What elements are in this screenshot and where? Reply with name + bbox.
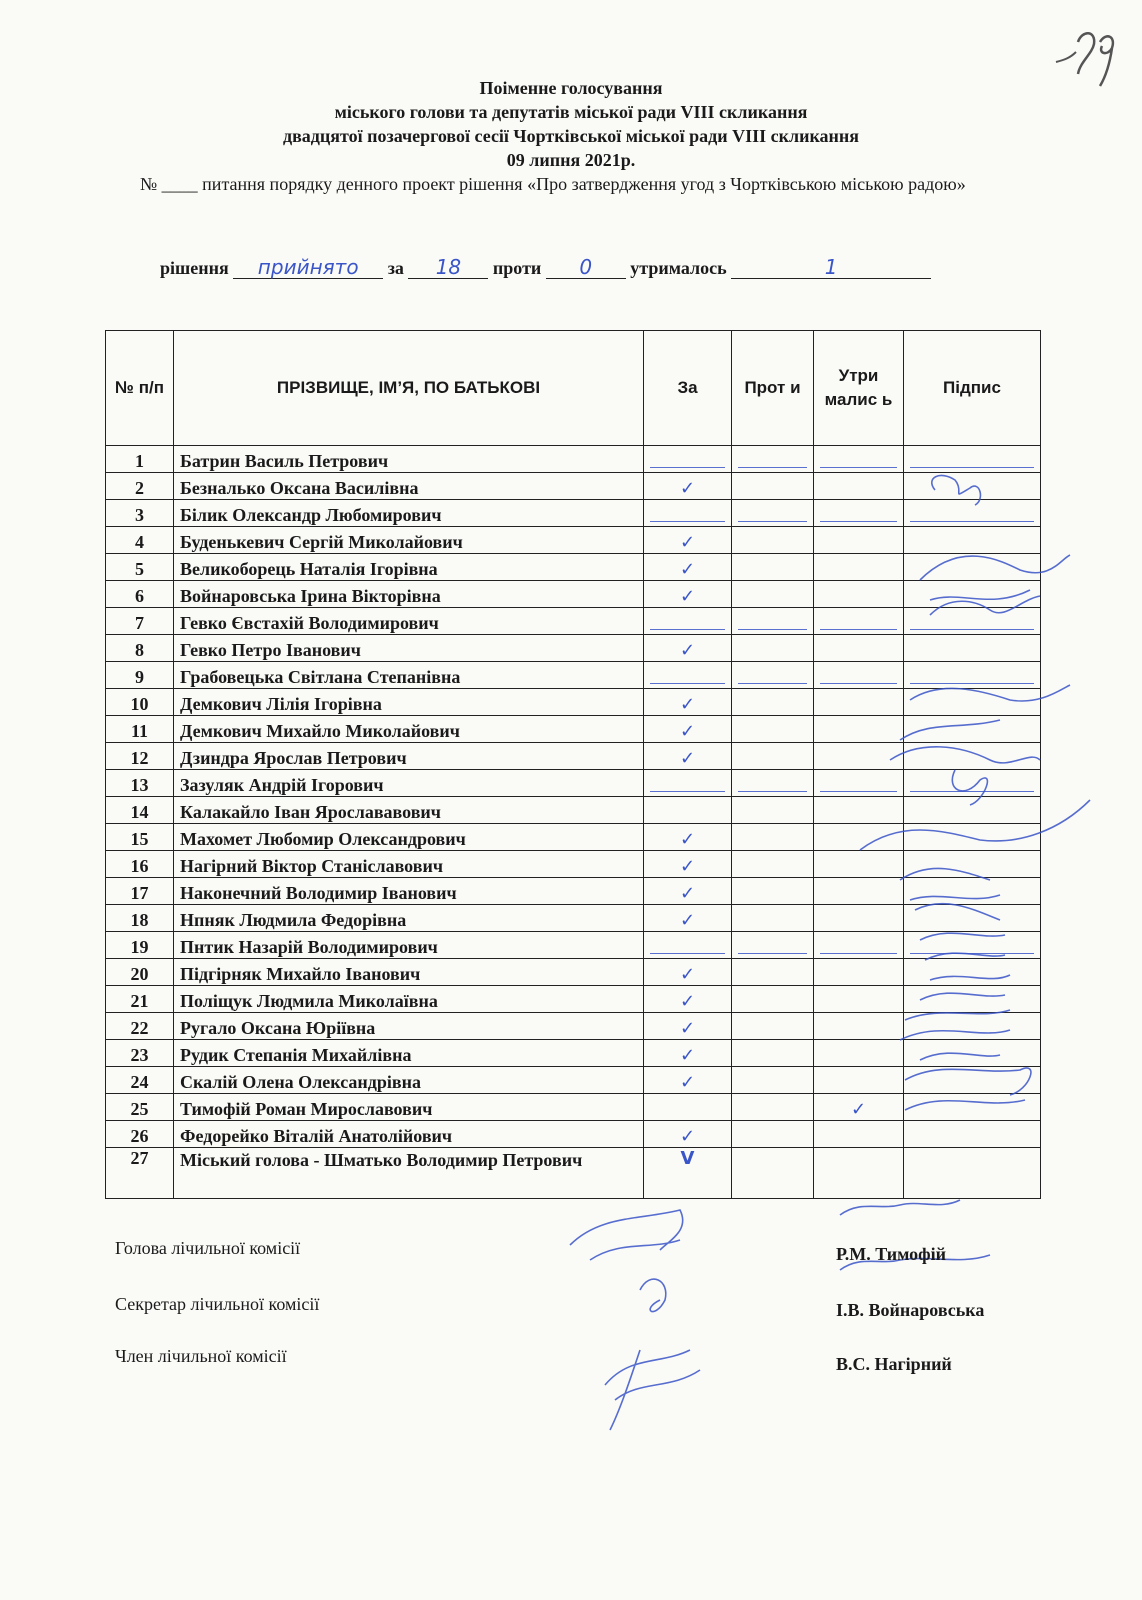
row-full-name: Підгірняк Михайло Іванович [174,959,644,986]
title-line-1: Поіменне голосування [479,78,663,98]
row-full-name: Безналько Оксана Василівна [174,473,644,500]
row-number: 25 [106,1094,174,1121]
header-for: За [644,331,732,446]
row-signature [904,716,1041,743]
strike-line [738,467,807,469]
row-number: 16 [106,851,174,878]
secretary-name: І.В. Войнаровська [836,1300,985,1320]
row-full-name: Зазуляк Андрій Ігорович [174,770,644,797]
row-vote-abstain [814,878,904,905]
table-row [106,1067,1041,1094]
row-vote-abstain [814,1148,904,1199]
row-signature [904,824,1041,851]
row-vote-against [732,1067,814,1094]
row-number: 4 [106,527,174,554]
title-line-2: міського голови та депутатів міської ради VIII скликання [334,102,808,122]
member-name: В.С. Нагірний [836,1354,952,1374]
row-number: 22 [106,1013,174,1040]
row-vote-abstain [814,1040,904,1067]
row-full-name: Федорейко Віталій Анатолійович [174,1121,644,1148]
row-full-name: Міський голова - Шматько Володимир Петрович [174,1148,644,1199]
row-signature [904,662,1041,689]
row-vote-against [732,797,814,824]
for-value: 18 [408,256,488,279]
row-vote-for [644,446,732,473]
row-number: 20 [106,959,174,986]
row-number: 21 [106,986,174,1013]
row-vote-for: ✓ [644,1121,732,1148]
row-vote-against [732,716,814,743]
row-vote-abstain [814,446,904,473]
row-vote-abstain [814,635,904,662]
row-vote-for: ✓ [644,878,732,905]
row-number: 13 [106,770,174,797]
row-number: 7 [106,608,174,635]
table-row [106,527,1041,554]
row-full-name: Ругало Оксана Юріївна [174,1013,644,1040]
strike-line [820,791,897,793]
row-vote-against [732,905,814,932]
row-signature [904,878,1041,905]
table-row [106,608,1041,635]
row-vote-abstain [814,554,904,581]
row-signature [904,608,1041,635]
row-vote-for [644,932,732,959]
row-signature [904,689,1041,716]
row-signature [904,446,1041,473]
table-row [106,635,1041,662]
row-vote-against [732,554,814,581]
row-number: 26 [106,1121,174,1148]
row-vote-abstain [814,716,904,743]
table-row [106,716,1041,743]
row-vote-abstain [814,770,904,797]
row-vote-against [732,581,814,608]
row-signature [904,1094,1041,1121]
row-vote-against [732,500,814,527]
table-row [106,932,1041,959]
row-signature [904,1121,1041,1148]
header-full-name: ПРІЗВИЩЕ, ІМ’Я, ПО БАТЬКОВІ [174,331,644,446]
row-full-name: Гевко Петро Іванович [174,635,644,662]
row-full-name: Скалій Олена Олександрівна [174,1067,644,1094]
row-full-name: Грабовецька Світлана Степанівна [174,662,644,689]
header-abstain: Утри малис ь [814,331,904,446]
row-vote-for: ✓ [644,554,732,581]
row-vote-for: ✓ [644,851,732,878]
row-vote-for: ✓ [644,743,732,770]
table-row [106,1148,1041,1199]
table-row [106,797,1041,824]
row-vote-for: ✓ [644,1040,732,1067]
strike-line [650,467,725,469]
title-date: 09 липня 2021р. [506,150,636,170]
row-vote-for: ✓ [644,824,732,851]
row-vote-for [644,662,732,689]
row-vote-against [732,1148,814,1199]
row-signature [904,770,1041,797]
row-signature [904,743,1041,770]
row-vote-against [732,662,814,689]
row-signature [904,932,1041,959]
row-full-name: Махомет Любомир Олександрович [174,824,644,851]
row-vote-against [732,446,814,473]
strike-line [910,791,1034,793]
row-full-name: Батрин Василь Петрович [174,446,644,473]
row-vote-abstain [814,743,904,770]
row-full-name: Великоборець Наталія Ігорівна [174,554,644,581]
row-signature [904,797,1041,824]
row-full-name: Нпняк Людмила Федорівна [174,905,644,932]
row-vote-for [644,797,732,824]
row-number: 18 [106,905,174,932]
row-vote-for [644,608,732,635]
row-signature [904,959,1041,986]
row-vote-abstain [814,500,904,527]
row-signature [904,1040,1041,1067]
strike-line [820,629,897,631]
row-number: 11 [106,716,174,743]
decision-value: прийнято [233,256,383,279]
table-row [106,824,1041,851]
row-full-name: Поліщук Людмила Миколаївна [174,986,644,1013]
row-full-name: Дзиндра Ярослав Петрович [174,743,644,770]
row-full-name: Буденькевич Сергій Миколайович [174,527,644,554]
row-signature [904,581,1041,608]
header-against: Прот и [732,331,814,446]
row-number: 27 [106,1148,174,1199]
table-row [106,743,1041,770]
row-number: 3 [106,500,174,527]
against-value: 0 [546,256,626,279]
row-vote-abstain [814,527,904,554]
strike-line [738,791,807,793]
row-vote-for: ✓ [644,1067,732,1094]
strike-line [910,629,1034,631]
row-signature [904,1067,1041,1094]
strike-line [738,521,807,523]
row-number: 12 [106,743,174,770]
row-vote-abstain [814,1121,904,1148]
row-vote-for: ✓ [644,1013,732,1040]
row-full-name: Гевко Євстахій Володимирович [174,608,644,635]
strike-line [820,683,897,685]
table-row [106,662,1041,689]
row-signature [904,1013,1041,1040]
secretary-label: Секретар лічильної комісії [115,1294,320,1314]
row-full-name: Рудик Степанія Михайлівна [174,1040,644,1067]
strike-line [820,521,897,523]
header-signature: Підпис [904,331,1041,446]
row-vote-against [732,743,814,770]
strike-line [738,953,807,955]
row-vote-for: ✓ [644,986,732,1013]
row-signature [904,905,1041,932]
row-number: 5 [106,554,174,581]
member-label: Член лічильної комісії [115,1346,287,1366]
row-vote-for: ✓ [644,716,732,743]
table-row [106,500,1041,527]
row-full-name: Наконечний Володимир Іванович [174,878,644,905]
strike-line [650,629,725,631]
agenda-item-text: № ____ питання порядку денного проект рішення «Про затвердження угод з Чортківською міською радою» [140,174,966,194]
row-vote-for: ✓ [644,473,732,500]
strike-line [650,683,725,685]
row-vote-against [732,608,814,635]
row-vote-for: ✓ [644,959,732,986]
row-vote-abstain [814,905,904,932]
row-vote-abstain [814,662,904,689]
strike-line [650,953,725,955]
row-vote-against [732,986,814,1013]
strike-line [738,629,807,631]
row-signature [904,527,1041,554]
row-vote-against [732,635,814,662]
strike-line [820,467,897,469]
table-header-row [106,331,1041,446]
table-row [106,1013,1041,1040]
row-number: 1 [106,446,174,473]
row-vote-abstain [814,689,904,716]
table-row [106,1040,1041,1067]
row-vote-against [732,824,814,851]
row-vote-against [732,959,814,986]
row-vote-abstain [814,986,904,1013]
row-vote-for: ✓ [644,689,732,716]
row-signature [904,635,1041,662]
row-full-name: Демкович Михайло Миколайович [174,716,644,743]
row-vote-abstain [814,959,904,986]
row-number: 17 [106,878,174,905]
table-row [106,959,1041,986]
row-number: 10 [106,689,174,716]
row-vote-for [644,1094,732,1121]
chair-name: Р.М. Тимофій [836,1244,947,1264]
row-vote-against [732,770,814,797]
vote-table-body [106,446,1041,1199]
table-row [106,986,1041,1013]
strike-line [650,521,725,523]
strike-line [910,683,1034,685]
against-label: проти [492,258,542,278]
row-number: 19 [106,932,174,959]
row-signature [904,473,1041,500]
row-number: 2 [106,473,174,500]
row-number: 15 [106,824,174,851]
row-full-name: Войнаровська Ірина Вікторівна [174,581,644,608]
strike-line [910,521,1034,523]
row-vote-abstain [814,851,904,878]
row-signature [904,1148,1041,1199]
decision-line [160,256,1060,279]
row-number: 8 [106,635,174,662]
table-row [106,851,1041,878]
row-vote-against [732,1013,814,1040]
header-number: № п/п [106,331,174,446]
table-row [106,689,1041,716]
strike-line [910,467,1034,469]
strike-line [820,953,897,955]
row-vote-abstain [814,581,904,608]
row-vote-for: ✓ [644,635,732,662]
row-signature [904,986,1041,1013]
row-vote-against [732,1040,814,1067]
row-vote-for: ✓ [644,581,732,608]
row-vote-abstain [814,824,904,851]
row-full-name: Демкович Лілія Ігорівна [174,689,644,716]
table-row [106,1121,1041,1148]
row-signature [904,554,1041,581]
title-line-3: двадцятої позачергової сесії Чортківської міської ради VIII скликання [282,126,860,146]
row-signature [904,851,1041,878]
row-vote-against [732,1121,814,1148]
strike-line [910,953,1034,955]
table-row [106,878,1041,905]
row-number: 9 [106,662,174,689]
row-full-name: Тимофій Роман Мирославович [174,1094,644,1121]
vote-table [105,330,1041,1199]
row-full-name: Пнтик Назарій Володимирович [174,932,644,959]
row-vote-for: ✓ [644,527,732,554]
table-row [106,905,1041,932]
abstain-label: утрималось [630,258,727,278]
for-label: за [387,258,404,278]
row-vote-against [732,851,814,878]
table-row [106,554,1041,581]
row-vote-for [644,500,732,527]
row-vote-for: ✓ [644,905,732,932]
table-row [106,770,1041,797]
abstain-value: 1 [731,256,931,279]
chair-label: Голова лічильної комісії [115,1238,301,1258]
row-signature [904,500,1041,527]
row-vote-against [732,689,814,716]
row-full-name: Білик Олександр Любомирович [174,500,644,527]
row-vote-abstain [814,932,904,959]
row-full-name: Калакайло Іван Ярослававович [174,797,644,824]
table-row [106,1094,1041,1121]
row-vote-abstain [814,1067,904,1094]
row-vote-for: V [644,1148,732,1199]
strike-line [650,791,725,793]
row-number: 24 [106,1067,174,1094]
strike-line [738,683,807,685]
row-vote-abstain [814,1013,904,1040]
row-number: 23 [106,1040,174,1067]
row-vote-abstain [814,473,904,500]
row-vote-against [732,473,814,500]
row-number: 14 [106,797,174,824]
row-vote-against [732,1094,814,1121]
decision-label: рішення [160,258,229,278]
row-vote-for [644,770,732,797]
row-vote-against [732,932,814,959]
row-full-name: Нагірний Віктор Станіславович [174,851,644,878]
table-row [106,473,1041,500]
row-vote-abstain [814,797,904,824]
row-vote-against [732,527,814,554]
row-number: 6 [106,581,174,608]
table-row [106,581,1041,608]
row-vote-abstain [814,608,904,635]
table-row [106,446,1041,473]
row-vote-against [732,878,814,905]
row-vote-abstain: ✓ [814,1094,904,1121]
